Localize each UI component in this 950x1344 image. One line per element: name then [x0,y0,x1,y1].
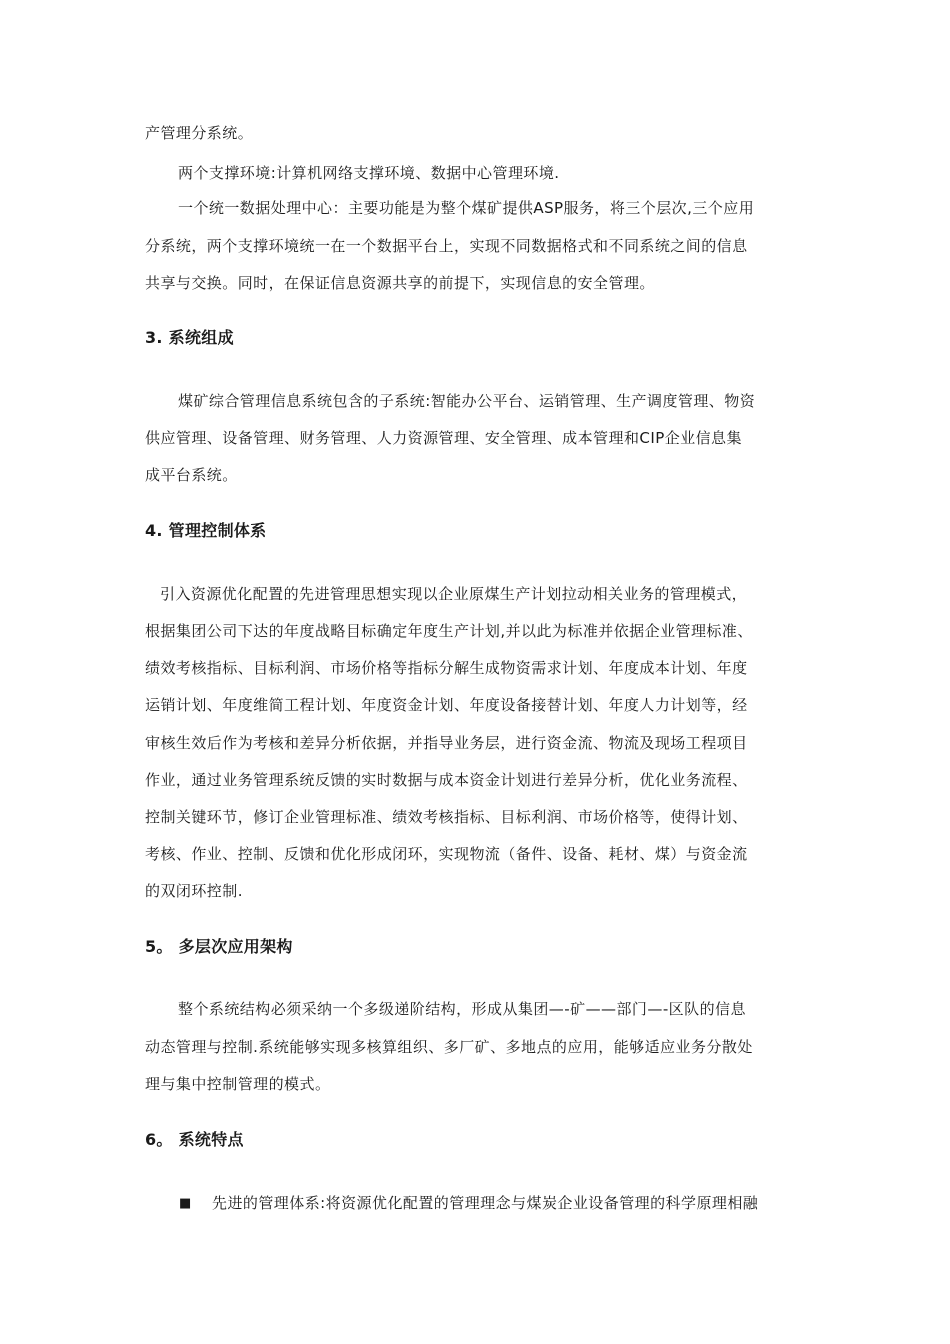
section-3-line-2: 供应管理、设备管理、财务管理、人力资源管理、安全管理、成本管理和CIP企业信息集 [145,429,742,447]
intro-line-1: 产管理分系统。 [145,124,254,142]
section-5-line-1: 整个系统结构必须采纳一个多级递阶结构，形成从集团—-矿——部门—-区队的信息 [178,1000,746,1018]
section-4-line-4: 运销计划、年度维简工程计划、年度资金计划、年度设备接替计划、年度人力计划等，经 [145,696,748,714]
section-4-line-8: 考核、作业、控制、反馈和优化形成闭环，实现物流（备件、设备、耗材、煤）与资金流 [145,845,748,863]
section-5-line-2: 动态管理与控制.系统能够实现多核算组织、多厂矿、多地点的应用，能够适应业务分散处 [145,1038,753,1056]
section-4-heading: 4. 管理控制体系 [145,521,267,540]
section-3-line-3: 成平台系统。 [145,466,238,484]
section-3-heading: 3. 系统组成 [145,328,234,347]
intro-line-2: 两个支撑环境:计算机网络支撑环境、数据中心管理环境. [178,164,560,182]
section-4-line-3: 绩效考核指标、目标利润、市场价格等指标分解生成物资需求计划、年度成本计划、年度 [145,659,748,677]
section-4-line-1: 引入资源优化配置的先进管理思想实现以企业原煤生产计划拉动相关业务的管理模式， [160,585,748,603]
section-4-line-5: 审核生效后作为考核和差异分析依据，并指导业务层，进行资金流、物流及现场工程项目 [145,734,748,752]
section-5-line-3: 理与集中控制管理的模式。 [145,1075,331,1093]
section-4-line-7: 控制关键环节，修订企业管理标准、绩效考核指标、目标利润、市场价格等，使得计划、 [145,808,748,826]
section-4-line-2: 根据集团公司下达的年度战略目标确定年度生产计划,并以此为标准并依据企业管理标准、 [145,622,753,640]
section-4-line-6: 作业，通过业务管理系统反馈的实时数据与成本资金计划进行差异分析，优化业务流程、 [145,771,748,789]
section-6-heading: 6。 系统特点 [145,1130,244,1149]
intro-line-5: 共享与交换。同时，在保证信息资源共享的前提下，实现信息的安全管理。 [145,274,655,292]
intro-line-4: 分系统，两个支撑环境统一在一个数据平台上，实现不同数据格式和不同系统之间的信息 [145,237,748,255]
section-6-bullet-text: 先进的管理体系:将资源优化配置的管理理念与煤炭企业设备管理的科学原理相融 [212,1194,759,1212]
section-4-line-9: 的双闭环控制. [145,882,243,900]
bullet-square-icon: ■ [179,1196,192,1211]
section-5-heading: 5。 多层次应用架构 [145,937,293,956]
section-3-line-1: 煤矿综合管理信息系统包含的子系统:智能办公平台、运销管理、生产调度管理、物资 [178,392,756,410]
intro-line-3: 一个统一数据处理中心：主要功能是为整个煤矿提供ASP服务，将三个层次,三个应用 [178,199,755,217]
